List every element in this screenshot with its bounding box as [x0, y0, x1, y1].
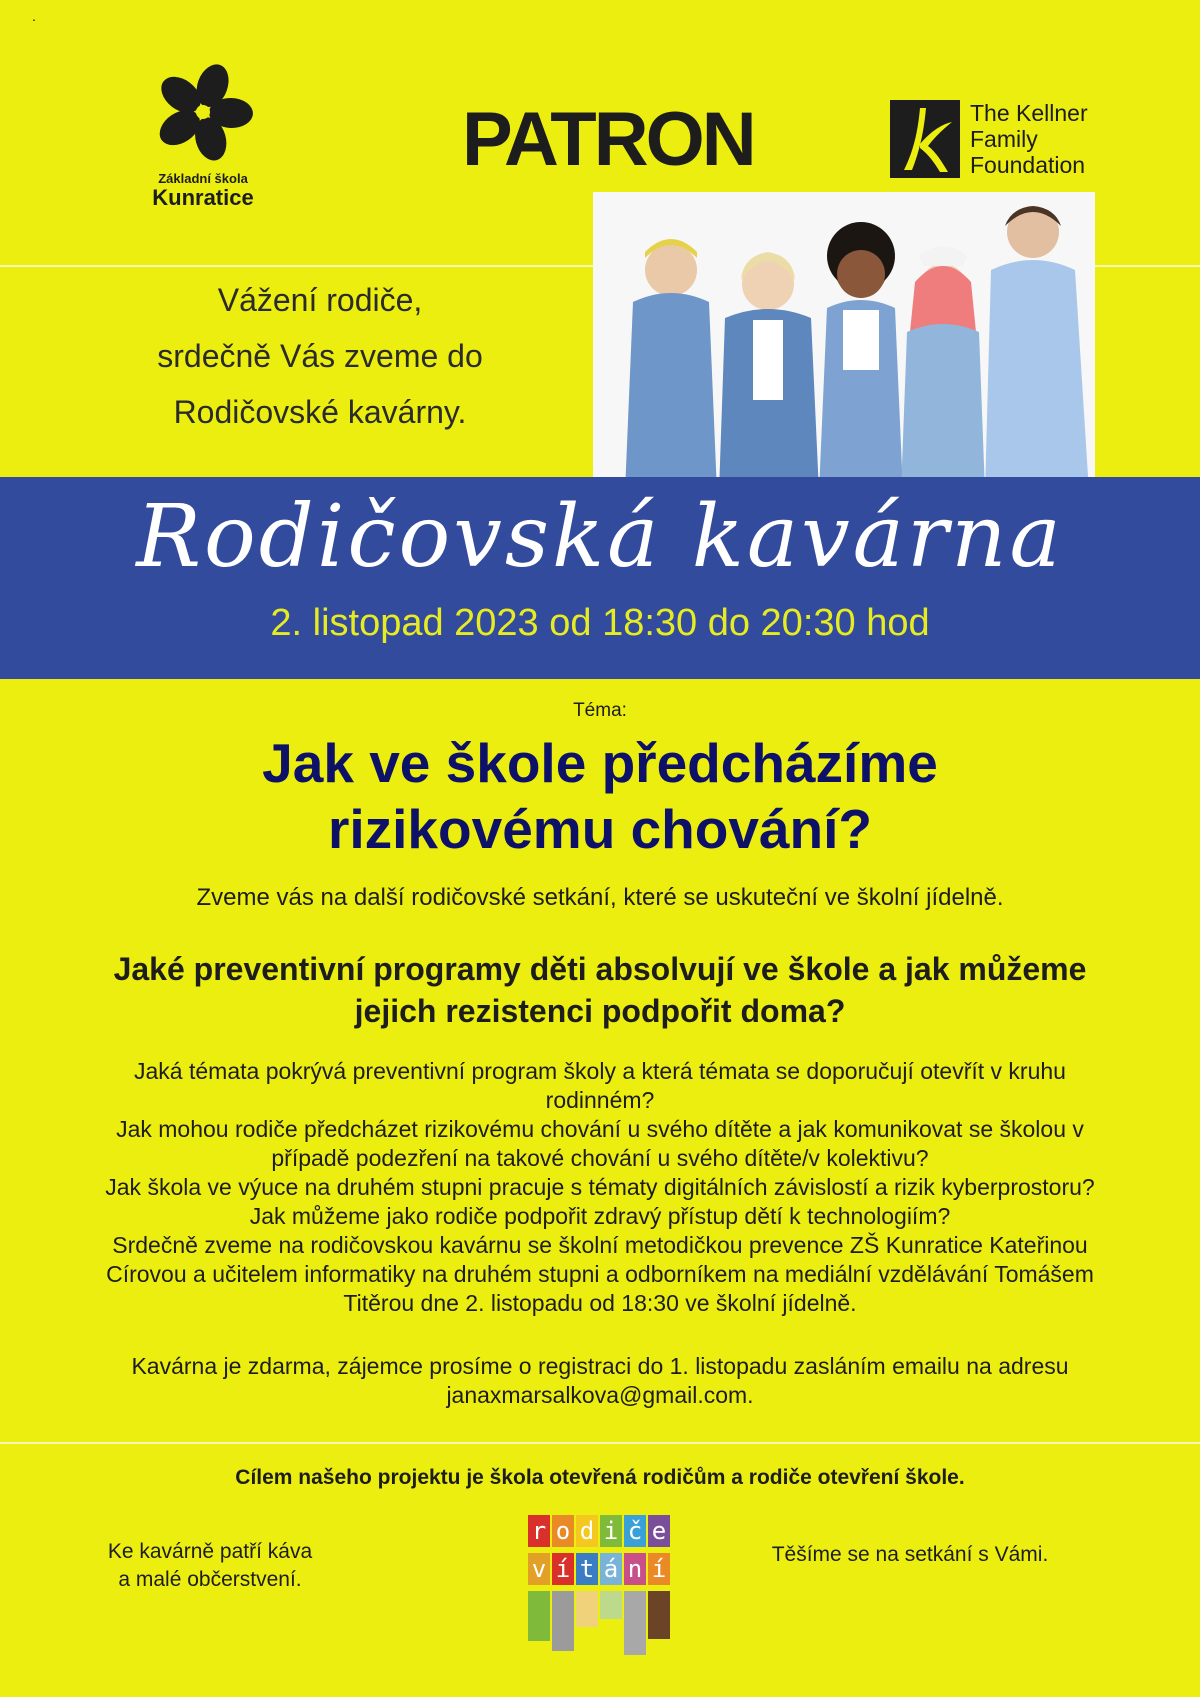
logo-letter: č [624, 1515, 646, 1547]
body-line: Jak škola ve výuce na druhém stupni pracuje s tématy digitálních závislostí a rizik kyberprostoru? [105, 1174, 1095, 1200]
body-line: rodinném? [545, 1087, 655, 1113]
logo-letter: r [528, 1515, 550, 1547]
logo-letter: í [552, 1553, 574, 1585]
divider-bottom [0, 1442, 1200, 1444]
patron-logo: PATRON [462, 97, 754, 182]
project-goal: Cílem našeho projektu je škola otevřená rodičům a rodiče otevření škole. [235, 1466, 965, 1489]
logo-bar [624, 1591, 646, 1655]
body-line: Srdečně zveme na rodičovskou kavárnu se školní metodičkou prevence ZŠ Kunratice Kateřinou [112, 1232, 1088, 1258]
logo-bar [648, 1591, 670, 1639]
refreshment-note [60, 1538, 360, 1594]
logo-letter: í [648, 1553, 670, 1585]
kellner-k-icon [890, 100, 960, 178]
topic-title-line1: Jak ve škole předcházíme [262, 732, 938, 794]
banner-script-title: Rodičovská kavárna [136, 487, 1064, 587]
logo-letter: á [600, 1553, 622, 1585]
kellner-line2: Family [970, 126, 1038, 152]
body-text [20, 1057, 1180, 1318]
school-logo [138, 62, 268, 211]
logo-bar [576, 1591, 598, 1627]
logo-letter: t [576, 1553, 598, 1585]
main-question-line2: jejich rezistenci podpořit doma? [354, 993, 846, 1029]
body-line: Jaká témata pokrývá preventivní program školy a která témata se doporučují otevřít v kruhu [134, 1058, 1066, 1084]
invite-text: Zveme vás na další rodičovské setkání, které se uskuteční ve školní jídelně. [196, 884, 1004, 911]
registration-line1: Kavárna je zdarma, zájemce prosíme o registraci do 1. listopadu zasláním emailu na adresu [131, 1353, 1069, 1379]
school-logo-line1: Základní škola [158, 171, 248, 186]
logo-bar [528, 1591, 550, 1641]
refreshment-line1: Ke kavárně patří káva [107, 1540, 313, 1563]
greeting [100, 272, 540, 440]
body-line: Jak můžeme jako rodiče podpořit zdravý přístup dětí k technologiím? [249, 1203, 951, 1229]
logo-letter: n [624, 1553, 646, 1585]
greeting-line3: Rodičovské kavárny. [173, 394, 467, 430]
topic-label: Téma: [573, 700, 627, 721]
body-line: Jak mohou rodiče předcházet rizikovému chování u svého dítěte a jak komunikovat se školou v [116, 1116, 1084, 1142]
greeting-line2: srdečně Vás zveme do [157, 338, 483, 374]
logo-letter: e [648, 1515, 670, 1547]
logo-letter: o [552, 1515, 574, 1547]
registration-email[interactable]: janaxmarsalkova@gmail.com. [446, 1382, 754, 1408]
main-question-line1: Jaké preventivní programy děti absolvují ve škole a jak můžeme [113, 951, 1087, 987]
event-date: 2. listopad 2023 od 18:30 do 20:30 hod [270, 602, 930, 644]
flower-icon [153, 62, 253, 162]
kellner-line3: Foundation [970, 152, 1086, 178]
logo-letter: d [576, 1515, 598, 1547]
logo-letter: i [600, 1515, 622, 1547]
greeting-line1: Vážení rodiče, [217, 282, 423, 318]
closing-note: Těšíme se na setkání s Vámi. [771, 1543, 1049, 1566]
registration-text [20, 1352, 1180, 1410]
topic-title-line2: rizikovému chování? [327, 798, 873, 860]
logo-letter: v [528, 1553, 550, 1585]
body-line: Círovou a učitelem informatiky na druhém stupni a odborníkem na mediální vzdělávání Tomášem [106, 1261, 1094, 1287]
teenagers-photo [593, 192, 1095, 492]
body-line: Titěrou dne 2. listopadu od 18:30 ve školní jídelně. [343, 1290, 857, 1316]
topic-title [0, 730, 1200, 862]
body-line: případě podezření na takové chování u svého dítěte/v kolektivu? [271, 1145, 929, 1171]
logo-bar [600, 1591, 622, 1619]
kellner-line1: The Kellner [970, 100, 1088, 126]
refreshment-line2: a malé občerstvení. [118, 1568, 302, 1591]
corner-dot: . [32, 8, 36, 24]
school-logo-line2: Kunratice [152, 185, 254, 210]
main-question [30, 948, 1170, 1032]
logo-bar [552, 1591, 574, 1651]
